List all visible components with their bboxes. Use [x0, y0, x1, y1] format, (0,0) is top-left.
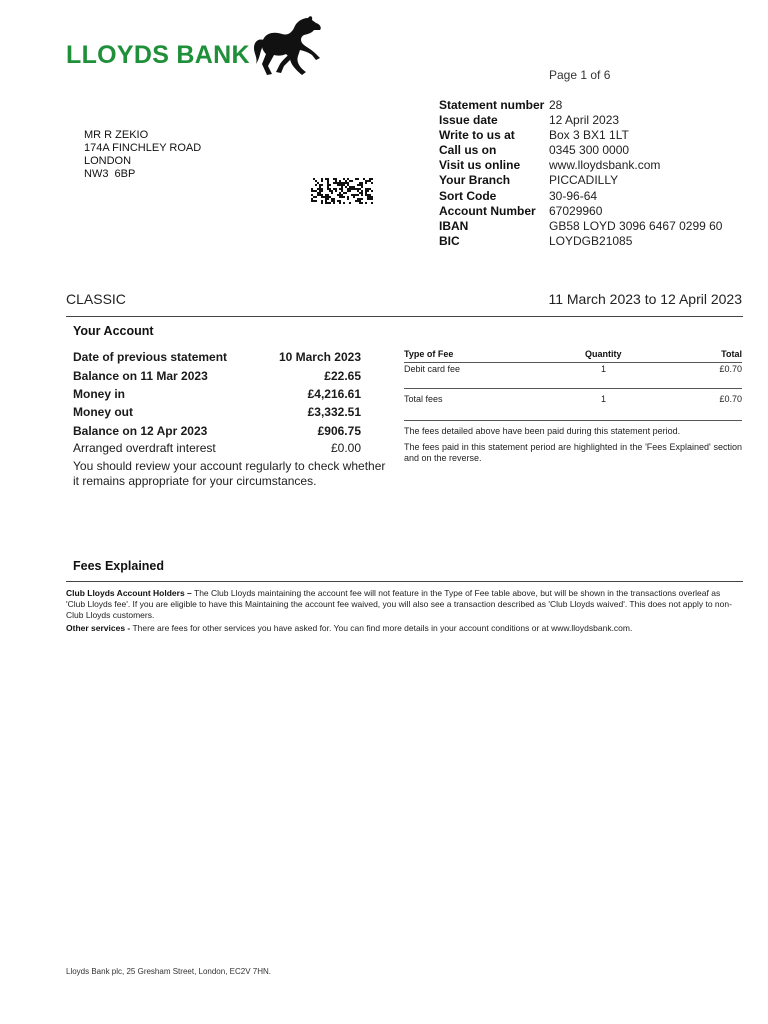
fees-explained-heading: Fees Explained: [73, 559, 165, 573]
other-services-paragraph: [66, 623, 738, 634]
summary-value: £4,216.61: [307, 387, 361, 401]
club-lloyds-paragraph: [66, 588, 738, 621]
summary-value: 10 March 2023: [278, 350, 361, 364]
detail-label: Sort Code: [439, 188, 497, 203]
footer-address: Lloyds Bank plc, 25 Gresham Street, London, EC2V 7HN.: [66, 967, 271, 976]
detail-value: 12 April 2023: [549, 113, 620, 128]
detail-label: Account Number: [439, 203, 536, 218]
summary-label: Money out: [73, 405, 133, 419]
fees-header-type: Type of Fee: [404, 349, 454, 359]
summary-value: £0.00: [330, 441, 361, 455]
detail-label: Write to us at: [439, 128, 515, 143]
detail-label: Call us on: [439, 143, 497, 158]
divider: [66, 316, 743, 317]
fees-row-divider: [404, 388, 742, 389]
fee-total: £0.70: [719, 394, 742, 404]
summary-label: Balance on 11 Mar 2023: [73, 369, 208, 383]
page-number: Page 1 of 6: [549, 68, 611, 82]
other-services-text: There are fees for other services you have asked for. You can find more details in your account conditions or at www.lloydsbank.com.: [130, 623, 633, 633]
address-line: NW3 6BP: [84, 168, 136, 180]
fee-total: £0.70: [719, 364, 742, 374]
detail-value: 67029960: [549, 203, 603, 218]
fees-header-total: Total: [721, 349, 742, 359]
club-lloyds-label: Club Lloyds Account Holders –: [66, 588, 192, 598]
mail-barcode-icon: [311, 178, 373, 204]
detail-label: Issue date: [439, 113, 498, 128]
summary-label: Arranged overdraft interest: [73, 441, 216, 455]
detail-value: 28: [549, 98, 563, 112]
black-horse-logo-icon: [250, 14, 326, 78]
detail-value: LOYDGB21085: [549, 233, 633, 248]
review-note: You should review your account regularly to check whether it remains appropriate for your circumstances.: [73, 459, 386, 488]
detail-value: PICCADILLY: [549, 173, 619, 188]
statement-period: 11 March 2023 to 12 April 2023: [548, 291, 742, 307]
fee-quantity: 1: [601, 394, 607, 404]
summary-value: £22.65: [324, 369, 361, 383]
detail-label: BIC: [439, 233, 460, 248]
other-services-label: Other services -: [66, 623, 131, 633]
detail-value: Box 3 BX1 1LT: [549, 128, 629, 143]
fee-quantity: 1: [601, 364, 607, 374]
detail-label: Your Branch: [439, 173, 511, 188]
detail-value: GB58 LOYD 3096 6467 0299 60: [549, 218, 723, 233]
fee-type: Debit card fee: [404, 364, 461, 374]
detail-label: IBAN: [439, 218, 469, 233]
detail-label: Visit us online: [439, 158, 521, 173]
divider: [66, 581, 743, 582]
summary-value: £3,332.51: [307, 405, 361, 419]
summary-label: Balance on 12 Apr 2023: [73, 424, 208, 438]
fees-header-quantity: Quantity: [585, 349, 622, 359]
your-account-heading: Your Account: [73, 324, 154, 338]
bank-logo-text: LLOYDS BANK: [66, 41, 250, 69]
fees-total-divider: [404, 420, 742, 421]
detail-label: Statement number: [439, 98, 545, 112]
fees-header-divider: [404, 362, 742, 363]
summary-label: Money in: [73, 387, 126, 401]
detail-value: 0345 300 0000: [549, 143, 630, 158]
fees-highlight-note: The fees paid in this statement period are highlighted in the 'Fees Explained' section and on the reverse.: [404, 442, 742, 463]
address-line: LONDON: [84, 155, 132, 167]
detail-value: www.lloydsbank.com: [549, 158, 661, 173]
summary-label: Date of previous statement: [73, 350, 228, 364]
club-lloyds-text: The Club Lloyds maintaining the account fee will not feature in the Type of Fee table above, but will be shown in the transactions overleaf as 'Club Lloyds fee'. If you are eligible to have this Maintaining the account fee waived, you will also see a transaction described as 'Club Lloyds waived'. This does not apply to non-Club Lloyds customers.: [66, 588, 732, 620]
account-type: CLASSIC: [66, 291, 126, 307]
detail-value: 30-96-64: [549, 188, 598, 203]
customer-address: [84, 129, 201, 181]
fees-paid-note: The fees detailed above have been paid during this statement period.: [404, 426, 681, 436]
summary-value: £906.75: [317, 424, 361, 438]
fee-type: Total fees: [404, 394, 443, 404]
address-line: 174A FINCHLEY ROAD: [84, 142, 202, 154]
address-line: MR R ZEKIO: [84, 129, 149, 141]
